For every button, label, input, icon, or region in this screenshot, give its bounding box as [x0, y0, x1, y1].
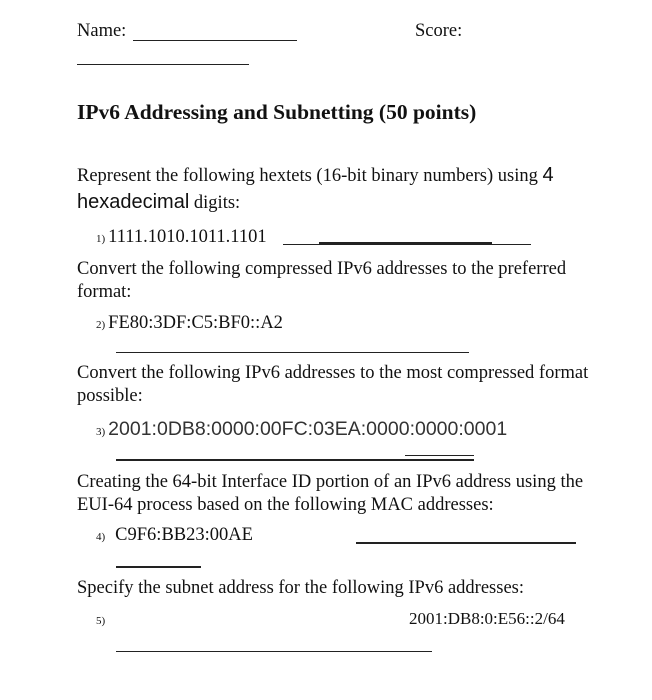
question-2-number: 2) [96, 319, 106, 331]
name-answer-line[interactable] [133, 40, 297, 41]
section1-instr-part1: Represent the following hextets (16-bit binary numbers) using [77, 166, 538, 186]
score-label: Score: [415, 21, 463, 41]
section5-instructions: Specify the subnet address for the following IPv6 addresses: [77, 578, 524, 598]
section1-instr-part2: digits: [193, 193, 241, 213]
answer-line-1-underline [319, 242, 492, 244]
answer-line-4-continued[interactable] [116, 566, 201, 568]
answer-line-2[interactable] [116, 352, 469, 353]
question-1-number: 1) [96, 233, 106, 245]
section2-instructions: Convert the following compressed IPv6 addresses to the preferred format: [77, 259, 567, 302]
question-3-number: 3) [96, 426, 106, 438]
answer-line-1[interactable] [283, 244, 531, 245]
question-5-number: 5) [96, 615, 106, 627]
answer-line-4[interactable] [356, 542, 576, 544]
section4-instructions: Creating the 64-bit Interface ID portion of an IPv6 address using the EUI-64 process based on the following MAC addresses: [77, 472, 584, 515]
question-1-text: 1111.1010.1011.1101 [108, 227, 267, 247]
name-label: Name: [77, 21, 127, 41]
section1-instr-emphasis: 4 hexadecimal [77, 164, 554, 213]
answer-line-3-separator [405, 455, 474, 456]
question-4-number: 4) [96, 531, 106, 543]
answer-line-5[interactable] [116, 651, 432, 652]
score-answer-line[interactable] [77, 64, 249, 65]
page-title: IPv6 Addressing and Subnetting (50 points) [77, 100, 477, 124]
question-3 [96, 418, 507, 441]
question-2 [96, 313, 283, 334]
section1-instructions [77, 162, 597, 216]
question-1 [96, 227, 267, 248]
question-4 [96, 525, 253, 546]
question-5-text: 2001:DB8:0:E56::2/64 [409, 609, 565, 628]
answer-line-3[interactable] [116, 459, 474, 461]
question-4-text: C9F6:BB23:00AE [115, 525, 253, 545]
section3-instructions: Convert the following IPv6 addresses to the most compressed format possible: [77, 363, 589, 406]
question-2-text: FE80:3DF:C5:BF0::A2 [108, 313, 283, 333]
question-3-text: 2001:0DB8:0000:00FC:03EA:0000:0000:0001 [108, 418, 508, 440]
